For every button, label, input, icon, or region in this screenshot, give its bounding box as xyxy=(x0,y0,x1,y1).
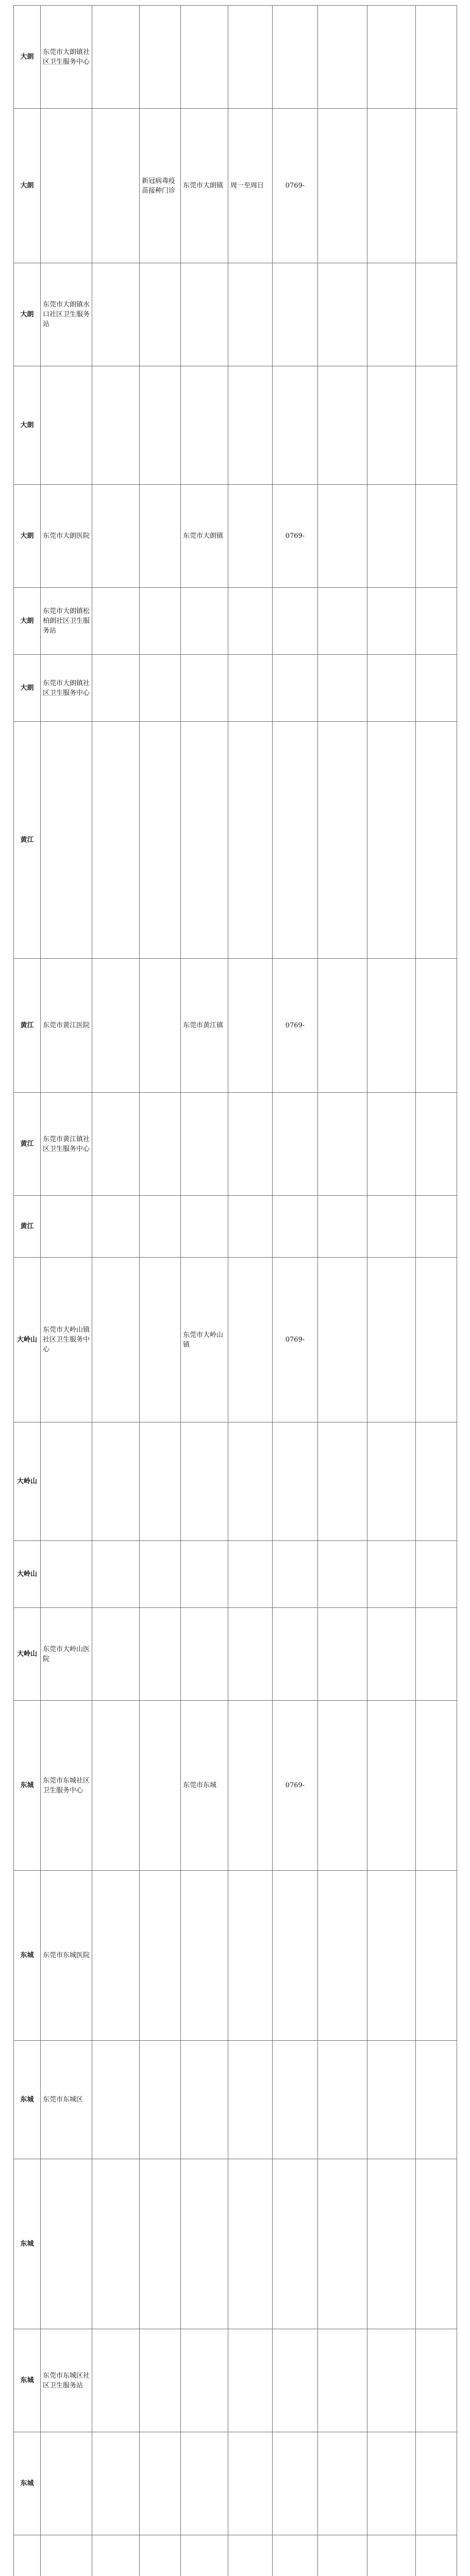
table-cell: 东城 xyxy=(14,2041,41,2159)
table-cell xyxy=(181,6,228,109)
table-cell xyxy=(318,959,367,1093)
table-cell xyxy=(181,588,228,655)
table-cell xyxy=(41,2159,92,2329)
table-cell xyxy=(318,6,367,109)
table-row xyxy=(14,959,457,1093)
table-cell xyxy=(416,109,457,263)
table-cell xyxy=(92,1541,140,1608)
table-cell: 东城 xyxy=(14,1871,41,2041)
table-cell xyxy=(92,655,140,722)
table-cell xyxy=(140,2041,181,2159)
table-cell: 大岭山 xyxy=(14,1422,41,1541)
table-cell xyxy=(273,1541,318,1608)
table-cell xyxy=(140,588,181,655)
table-row xyxy=(14,1093,457,1196)
table-row xyxy=(14,588,457,655)
table-cell xyxy=(318,1196,367,1258)
table-cell xyxy=(228,1422,273,1541)
table-cell xyxy=(367,959,416,1093)
table-cell: 大岭山 xyxy=(14,1608,41,1701)
table-cell xyxy=(41,366,92,485)
table-row xyxy=(14,2041,457,2159)
table-cell xyxy=(318,1871,367,2041)
table-cell xyxy=(367,1422,416,1541)
table-cell xyxy=(92,109,140,263)
table-cell xyxy=(228,588,273,655)
table-cell: 黄江 xyxy=(14,722,41,959)
table-cell xyxy=(416,1258,457,1422)
table-cell xyxy=(140,2329,181,2432)
table-cell xyxy=(228,2041,273,2159)
table-row xyxy=(14,6,457,109)
table-cell xyxy=(416,1093,457,1196)
table-cell xyxy=(140,366,181,485)
table-cell xyxy=(140,1608,181,1701)
table-cell xyxy=(228,263,273,366)
table-cell xyxy=(140,263,181,366)
table-cell xyxy=(140,1196,181,1258)
table-cell xyxy=(318,263,367,366)
table-cell xyxy=(416,2329,457,2432)
table-cell xyxy=(228,1258,273,1422)
table-row xyxy=(14,1608,457,1701)
table-cell xyxy=(367,1258,416,1422)
table-cell: 东莞市东城 xyxy=(181,1701,228,1871)
table-cell xyxy=(92,1422,140,1541)
table-cell xyxy=(181,1093,228,1196)
table-cell xyxy=(416,588,457,655)
table-cell xyxy=(273,2159,318,2329)
table-cell xyxy=(140,6,181,109)
table-cell xyxy=(273,2432,318,2535)
table-cell xyxy=(367,6,416,109)
table-cell xyxy=(273,1093,318,1196)
table-cell xyxy=(318,2535,367,2576)
table-cell xyxy=(318,485,367,588)
table-cell xyxy=(367,1541,416,1608)
table-row xyxy=(14,263,457,366)
table-cell xyxy=(416,1871,457,2041)
table-cell xyxy=(92,959,140,1093)
table-cell xyxy=(416,1541,457,1608)
table-cell xyxy=(318,2432,367,2535)
table-cell xyxy=(367,366,416,485)
table-cell: 大朗 xyxy=(14,109,41,263)
table-cell xyxy=(181,722,228,959)
table-cell: 大朗 xyxy=(14,6,41,109)
table-cell: 东莞市东城社区卫生服务中心 xyxy=(41,1701,92,1871)
table-cell xyxy=(228,655,273,722)
table-cell xyxy=(318,1258,367,1422)
table-cell: 0769- xyxy=(273,1258,318,1422)
table-cell xyxy=(367,1093,416,1196)
table-cell xyxy=(416,1608,457,1701)
table-cell: 东莞市东城医院 xyxy=(41,1871,92,2041)
table-cell xyxy=(140,1093,181,1196)
table-cell xyxy=(228,2329,273,2432)
table-cell xyxy=(41,1422,92,1541)
table-cell xyxy=(273,2329,318,2432)
table-cell: 东莞市大岭山镇 xyxy=(181,1258,228,1422)
table-cell: 东莞市大岭山医院 xyxy=(41,1608,92,1701)
table-cell xyxy=(41,1541,92,1608)
table-row xyxy=(14,2159,457,2329)
table-cell xyxy=(318,2159,367,2329)
table-row xyxy=(14,366,457,485)
table-cell xyxy=(181,1608,228,1701)
table-cell xyxy=(140,959,181,1093)
table-cell: 东城 xyxy=(14,2432,41,2535)
table-cell xyxy=(318,655,367,722)
table-cell xyxy=(416,6,457,109)
table-cell xyxy=(181,1422,228,1541)
table-cell: 东城 xyxy=(14,2159,41,2329)
table-cell xyxy=(92,263,140,366)
table-cell xyxy=(416,2159,457,2329)
table-cell xyxy=(367,2159,416,2329)
table-cell xyxy=(14,2535,41,2576)
table-cell xyxy=(92,2432,140,2535)
table-cell xyxy=(273,722,318,959)
table-row xyxy=(14,1701,457,1871)
table-cell xyxy=(367,1701,416,1871)
table-cell xyxy=(92,1196,140,1258)
table-cell xyxy=(273,2041,318,2159)
table-cell: 东莞市黄江医院 xyxy=(41,959,92,1093)
table-cell xyxy=(228,485,273,588)
table-cell xyxy=(318,1422,367,1541)
table-cell xyxy=(181,1871,228,2041)
table-cell xyxy=(273,655,318,722)
table-cell xyxy=(273,366,318,485)
table-cell xyxy=(228,1196,273,1258)
table-cell: 大岭山 xyxy=(14,1258,41,1422)
table-cell xyxy=(181,2329,228,2432)
table-body xyxy=(14,6,457,2576)
table-cell: 大朗 xyxy=(14,485,41,588)
table-cell xyxy=(140,485,181,588)
table-cell xyxy=(228,959,273,1093)
table-cell xyxy=(228,1701,273,1871)
table-cell xyxy=(416,485,457,588)
table-cell xyxy=(228,1871,273,2041)
table-cell xyxy=(181,1541,228,1608)
table-cell xyxy=(367,263,416,366)
table-row xyxy=(14,1196,457,1258)
table-cell xyxy=(367,2329,416,2432)
table-cell: 黄江 xyxy=(14,959,41,1093)
table-cell xyxy=(92,2535,140,2576)
table-cell xyxy=(318,588,367,655)
table-cell xyxy=(181,1196,228,1258)
table-cell: 东莞市东城区社区卫生服务站 xyxy=(41,2329,92,2432)
table-cell: 0769- xyxy=(273,959,318,1093)
table-cell xyxy=(416,655,457,722)
table-cell xyxy=(318,2329,367,2432)
table-cell: 东城 xyxy=(14,1701,41,1871)
table-cell xyxy=(92,1258,140,1422)
table-cell xyxy=(416,1196,457,1258)
table-cell xyxy=(273,1871,318,2041)
table-cell xyxy=(140,2432,181,2535)
table-cell xyxy=(367,1871,416,2041)
table-cell xyxy=(416,366,457,485)
table-cell xyxy=(416,959,457,1093)
table-cell xyxy=(318,1541,367,1608)
table-cell xyxy=(140,1871,181,2041)
table-row xyxy=(14,485,457,588)
table-cell: 东莞市大朗镇社区卫生服务中心 xyxy=(41,655,92,722)
table-cell: 0769- xyxy=(273,485,318,588)
table-cell xyxy=(41,722,92,959)
table-cell xyxy=(181,2041,228,2159)
table-cell: 东莞市大朗镇 xyxy=(181,109,228,263)
table-row xyxy=(14,1258,457,1422)
table-row xyxy=(14,2535,457,2576)
table-row xyxy=(14,2432,457,2535)
table-cell: 东莞市大朗镇松柏朗社区卫生服务站 xyxy=(41,588,92,655)
table-cell xyxy=(92,2041,140,2159)
table-row xyxy=(14,109,457,263)
table-cell: 东莞市大朗镇水口社区卫生服务站 xyxy=(41,263,92,366)
table-cell xyxy=(228,1608,273,1701)
table-cell xyxy=(140,2535,181,2576)
table-cell xyxy=(228,2535,273,2576)
table-row xyxy=(14,722,457,959)
table-cell xyxy=(140,655,181,722)
table-cell xyxy=(228,722,273,959)
table-cell xyxy=(140,2159,181,2329)
table-cell xyxy=(140,722,181,959)
table-cell: 周一至周日 xyxy=(228,109,273,263)
table-cell xyxy=(92,1701,140,1871)
vaccination-sites-table xyxy=(13,5,457,2576)
table-cell xyxy=(92,722,140,959)
table-row xyxy=(14,655,457,722)
table-cell xyxy=(273,263,318,366)
table-cell xyxy=(367,2432,416,2535)
table-cell xyxy=(92,2329,140,2432)
table-row xyxy=(14,1541,457,1608)
table-cell: 东莞市东城区 xyxy=(41,2041,92,2159)
table-cell xyxy=(181,366,228,485)
table-cell xyxy=(318,109,367,263)
table-cell xyxy=(181,2535,228,2576)
table-cell xyxy=(273,1196,318,1258)
table-cell xyxy=(416,2041,457,2159)
table-cell xyxy=(318,366,367,485)
table-cell xyxy=(181,2432,228,2535)
table-cell xyxy=(273,588,318,655)
table-cell xyxy=(41,2432,92,2535)
table-cell xyxy=(273,1422,318,1541)
table-cell xyxy=(318,2041,367,2159)
table-cell xyxy=(367,655,416,722)
table-cell: 大朗 xyxy=(14,588,41,655)
table-cell xyxy=(92,1093,140,1196)
table-cell xyxy=(367,2535,416,2576)
table-cell xyxy=(140,1541,181,1608)
table-cell xyxy=(228,366,273,485)
table-cell xyxy=(41,109,92,263)
table-cell xyxy=(273,1608,318,1701)
table-cell xyxy=(181,263,228,366)
table-cell xyxy=(228,2159,273,2329)
table-cell: 东莞市大朗镇社区卫生服务中心 xyxy=(41,6,92,109)
table-cell: 0769- xyxy=(273,109,318,263)
table-cell xyxy=(92,1608,140,1701)
table-cell xyxy=(273,2535,318,2576)
table-cell xyxy=(140,1422,181,1541)
table-cell xyxy=(416,2535,457,2576)
table-cell xyxy=(416,263,457,366)
table-cell xyxy=(181,2159,228,2329)
table-cell xyxy=(367,1608,416,1701)
table-cell xyxy=(367,588,416,655)
table-cell xyxy=(181,655,228,722)
table-cell xyxy=(318,1093,367,1196)
table-cell: 东莞市大朗镇 xyxy=(181,485,228,588)
table-cell: 黄江 xyxy=(14,1093,41,1196)
table-cell xyxy=(92,2159,140,2329)
table-cell: 大朗 xyxy=(14,366,41,485)
table-cell xyxy=(92,366,140,485)
table-cell xyxy=(318,1608,367,1701)
table-cell: 东莞市大岭山镇社区卫生服务中心 xyxy=(41,1258,92,1422)
table-cell xyxy=(228,1541,273,1608)
table-cell xyxy=(367,485,416,588)
table-cell xyxy=(318,1701,367,1871)
table-cell xyxy=(92,588,140,655)
table-cell xyxy=(140,1258,181,1422)
table-cell xyxy=(92,6,140,109)
table-cell: 东莞市大朗医院 xyxy=(41,485,92,588)
table-cell xyxy=(41,1196,92,1258)
table-cell: 大岭山 xyxy=(14,1541,41,1608)
table-cell: 东莞市黄江镇 xyxy=(181,959,228,1093)
table-cell: 大朗 xyxy=(14,263,41,366)
table-cell: 新冠病毒疫苗接种门诊 xyxy=(140,109,181,263)
table-row xyxy=(14,2329,457,2432)
table-cell xyxy=(367,722,416,959)
table-cell xyxy=(273,6,318,109)
table-cell: 大朗 xyxy=(14,655,41,722)
table-cell xyxy=(367,109,416,263)
table-cell xyxy=(416,1701,457,1871)
table-cell xyxy=(416,2432,457,2535)
table-cell xyxy=(92,485,140,588)
table-cell xyxy=(318,722,367,959)
table-cell: 0769- xyxy=(273,1701,318,1871)
table-cell xyxy=(367,2041,416,2159)
table-cell xyxy=(41,2535,92,2576)
table-cell xyxy=(140,1701,181,1871)
table-cell: 东城 xyxy=(14,2329,41,2432)
table-cell xyxy=(228,2432,273,2535)
table-cell: 东莞市黄江镇社区卫生服务中心 xyxy=(41,1093,92,1196)
table-row xyxy=(14,1871,457,2041)
table-cell xyxy=(416,722,457,959)
table-cell xyxy=(92,1871,140,2041)
table-cell xyxy=(228,1093,273,1196)
table-cell xyxy=(228,6,273,109)
table-cell xyxy=(416,1422,457,1541)
table-row xyxy=(14,1422,457,1541)
table-cell xyxy=(367,1196,416,1258)
table-cell: 黄江 xyxy=(14,1196,41,1258)
